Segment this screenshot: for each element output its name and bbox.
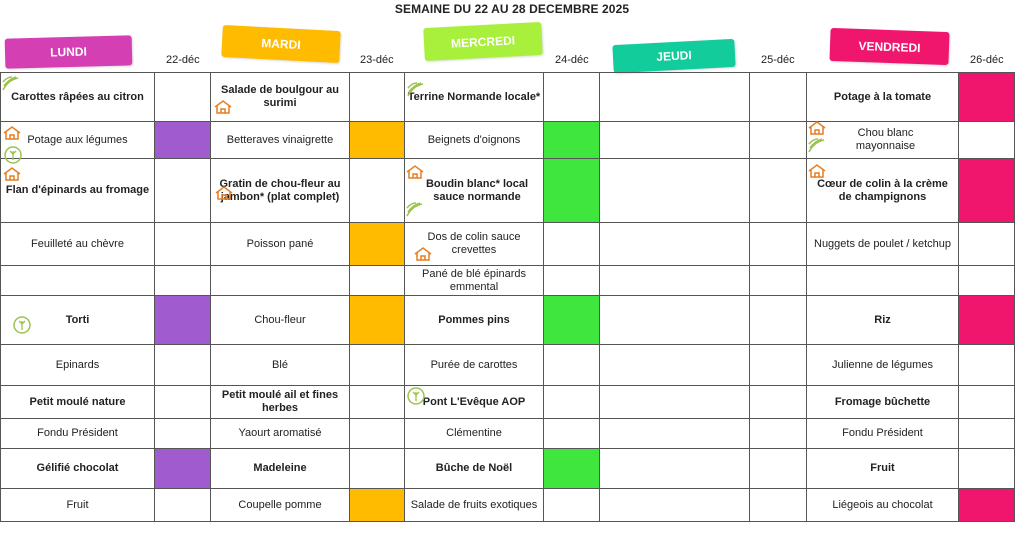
menu-cell-jeudi xyxy=(600,266,750,296)
table-row xyxy=(1,345,1015,386)
color-cell-lundi xyxy=(155,122,211,159)
color-cell-vendredi xyxy=(959,73,1015,122)
menu-cell-jeudi xyxy=(600,489,750,522)
menu-cell-lundi: Flan d'épinards au fromage xyxy=(1,159,155,223)
organic-icon xyxy=(12,315,32,335)
color-cell-jeudi xyxy=(750,419,807,449)
color-cell-jeudi xyxy=(750,386,807,419)
menu-cell-lundi: Fruit xyxy=(1,489,155,522)
color-cell-lundi xyxy=(155,266,211,296)
menu-cell-mercredi: Dos de colin sauce crevettes xyxy=(405,223,544,266)
color-cell-vendredi xyxy=(959,419,1015,449)
day-badge-jeudi: JEUDI xyxy=(612,39,735,73)
menu-cell-mercredi: Pommes pins xyxy=(405,296,544,345)
color-cell-lundi xyxy=(155,449,211,489)
menu-cell-mardi: Betteraves vinaigrette xyxy=(211,122,350,159)
color-cell-mercredi xyxy=(544,122,600,159)
menu-cell-mercredi: Beignets d'oignons xyxy=(405,122,544,159)
color-cell-mercredi xyxy=(544,386,600,419)
color-cell-mardi xyxy=(350,449,405,489)
color-cell-mercredi xyxy=(544,345,600,386)
table-row xyxy=(1,386,1015,419)
table-row xyxy=(1,419,1015,449)
menu-cell-mardi: Petit moulé ail et fines herbes xyxy=(211,386,350,419)
menu-cell-jeudi xyxy=(600,419,750,449)
color-cell-jeudi xyxy=(750,345,807,386)
menu-cell-vendredi: Nuggets de poulet / ketchup xyxy=(807,223,959,266)
menu-cell-lundi: Gélifié chocolat xyxy=(1,449,155,489)
color-cell-lundi xyxy=(155,296,211,345)
color-cell-lundi xyxy=(155,419,211,449)
menu-cell-mercredi: Pané de blé épinards emmental xyxy=(405,266,544,296)
color-cell-mercredi xyxy=(544,419,600,449)
day-badge-lundi: LUNDI xyxy=(5,35,133,68)
menu-cell-vendredi: Julienne de légumes xyxy=(807,345,959,386)
day-badge-mercredi: MERCREDI xyxy=(423,22,543,61)
field-icon xyxy=(808,138,826,154)
date-mercredi: 24-déc xyxy=(555,54,589,66)
field-icon xyxy=(2,76,20,92)
menu-cell-lundi xyxy=(1,266,155,296)
menu-cell-lundi: Petit moulé nature xyxy=(1,386,155,419)
menu-table xyxy=(0,72,1015,522)
color-cell-vendredi xyxy=(959,296,1015,345)
color-cell-mercredi xyxy=(544,223,600,266)
menu-cell-mercredi: Bûche de Noël xyxy=(405,449,544,489)
color-cell-vendredi xyxy=(959,386,1015,419)
menu-cell-jeudi xyxy=(600,386,750,419)
color-cell-lundi xyxy=(155,489,211,522)
menu-cell-jeudi xyxy=(600,223,750,266)
color-cell-mercredi xyxy=(544,296,600,345)
menu-cell-mercredi: Boudin blanc* local sauce normande xyxy=(405,159,544,223)
menu-cell-mardi: Chou-fleur xyxy=(211,296,350,345)
menu-cell-vendredi: Fromage bûchette xyxy=(807,386,959,419)
color-cell-lundi xyxy=(155,159,211,223)
color-cell-lundi xyxy=(155,386,211,419)
color-cell-lundi xyxy=(155,73,211,122)
menu-cell-lundi: Carottes râpées au citron xyxy=(1,73,155,122)
date-lundi: 22-déc xyxy=(166,54,200,66)
color-cell-jeudi xyxy=(750,489,807,522)
page-title: SEMAINE DU 22 AU 28 DECEMBRE 2025 xyxy=(394,2,630,16)
menu-cell-jeudi xyxy=(600,296,750,345)
color-cell-mardi xyxy=(350,345,405,386)
menu-cell-vendredi: Potage à la tomate xyxy=(807,73,959,122)
color-cell-mercredi xyxy=(544,73,600,122)
menu-cell-mercredi: Clémentine xyxy=(405,419,544,449)
color-cell-mercredi xyxy=(544,159,600,223)
menu-cell-jeudi xyxy=(600,345,750,386)
house-icon xyxy=(3,167,21,181)
color-cell-mardi xyxy=(350,73,405,122)
menu-cell-mercredi: Salade de fruits exotiques xyxy=(405,489,544,522)
organic-icon xyxy=(3,145,23,165)
color-cell-jeudi xyxy=(750,73,807,122)
color-cell-mardi xyxy=(350,122,405,159)
menu-cell-vendredi: Fruit xyxy=(807,449,959,489)
house-icon xyxy=(808,164,826,178)
color-cell-mardi xyxy=(350,489,405,522)
menu-cell-vendredi xyxy=(807,266,959,296)
color-cell-mercredi xyxy=(544,489,600,522)
menu-cell-lundi: Feuilleté au chèvre xyxy=(1,223,155,266)
organic-icon xyxy=(406,386,426,406)
table-row xyxy=(1,449,1015,489)
field-icon xyxy=(407,82,425,98)
color-cell-mardi xyxy=(350,159,405,223)
date-vendredi: 26-déc xyxy=(970,54,1004,66)
color-cell-mardi xyxy=(350,386,405,419)
house-icon xyxy=(3,126,21,140)
table-row xyxy=(1,266,1015,296)
house-icon xyxy=(406,165,424,179)
menu-cell-jeudi xyxy=(600,159,750,223)
menu-cell-vendredi: Fondu Président xyxy=(807,419,959,449)
menu-cell-mardi: Gratin de chou-fleur au jambon* (plat complet) xyxy=(211,159,350,223)
table-row xyxy=(1,489,1015,522)
day-badge-mardi: MARDI xyxy=(221,25,341,63)
menu-cell-mardi: Yaourt aromatisé xyxy=(211,419,350,449)
menu-cell-mardi: Madeleine xyxy=(211,449,350,489)
house-icon xyxy=(414,247,432,261)
house-icon xyxy=(215,186,233,200)
color-cell-mardi xyxy=(350,266,405,296)
table-row xyxy=(1,73,1015,122)
color-cell-vendredi xyxy=(959,449,1015,489)
color-cell-mardi xyxy=(350,296,405,345)
menu-cell-mardi: Coupelle pomme xyxy=(211,489,350,522)
color-cell-vendredi xyxy=(959,159,1015,223)
color-cell-vendredi xyxy=(959,122,1015,159)
date-mardi: 23-déc xyxy=(360,54,394,66)
menu-cell-mardi: Poisson pané xyxy=(211,223,350,266)
table-row xyxy=(1,296,1015,345)
menu-cell-vendredi: Cœur de colin à la crème de champignons xyxy=(807,159,959,223)
menu-cell-mercredi: Pont L'Evêque AOP xyxy=(405,386,544,419)
menu-cell-lundi: Potage aux légumes xyxy=(1,122,155,159)
menu-cell-lundi: Fondu Président xyxy=(1,419,155,449)
color-cell-mercredi xyxy=(544,449,600,489)
menu-cell-mardi: Blé xyxy=(211,345,350,386)
menu-cell-mardi xyxy=(211,266,350,296)
menu-cell-jeudi xyxy=(600,73,750,122)
color-cell-jeudi xyxy=(750,296,807,345)
menu-cell-mercredi: Terrine Normande locale* xyxy=(405,73,544,122)
menu-cell-vendredi: Chou blanc mayonnaise xyxy=(807,122,959,159)
house-icon xyxy=(214,100,232,114)
menu-cell-vendredi: Riz xyxy=(807,296,959,345)
field-icon xyxy=(406,202,424,218)
color-cell-jeudi xyxy=(750,449,807,489)
color-cell-jeudi xyxy=(750,266,807,296)
house-icon xyxy=(808,121,826,135)
menu-cell-jeudi xyxy=(600,122,750,159)
menu-cell-jeudi xyxy=(600,449,750,489)
color-cell-jeudi xyxy=(750,122,807,159)
color-cell-vendredi xyxy=(959,489,1015,522)
color-cell-lundi xyxy=(155,223,211,266)
menu-cell-lundi: Epinards xyxy=(1,345,155,386)
color-cell-mardi xyxy=(350,419,405,449)
table-row xyxy=(1,122,1015,159)
color-cell-vendredi xyxy=(959,345,1015,386)
color-cell-vendredi xyxy=(959,223,1015,266)
menu-cell-mardi: Salade de boulgour au surimi xyxy=(211,73,350,122)
date-jeudi: 25-déc xyxy=(761,54,795,66)
color-cell-mercredi xyxy=(544,266,600,296)
day-badge-vendredi: VENDREDI xyxy=(829,28,949,65)
table-row xyxy=(1,223,1015,266)
menu-cell-vendredi: Liégeois au chocolat xyxy=(807,489,959,522)
menu-cell-mercredi: Purée de carottes xyxy=(405,345,544,386)
color-cell-lundi xyxy=(155,345,211,386)
color-cell-mardi xyxy=(350,223,405,266)
color-cell-jeudi xyxy=(750,159,807,223)
color-cell-jeudi xyxy=(750,223,807,266)
table-row xyxy=(1,159,1015,223)
menu-cell-lundi: Torti xyxy=(1,296,155,345)
color-cell-vendredi xyxy=(959,266,1015,296)
